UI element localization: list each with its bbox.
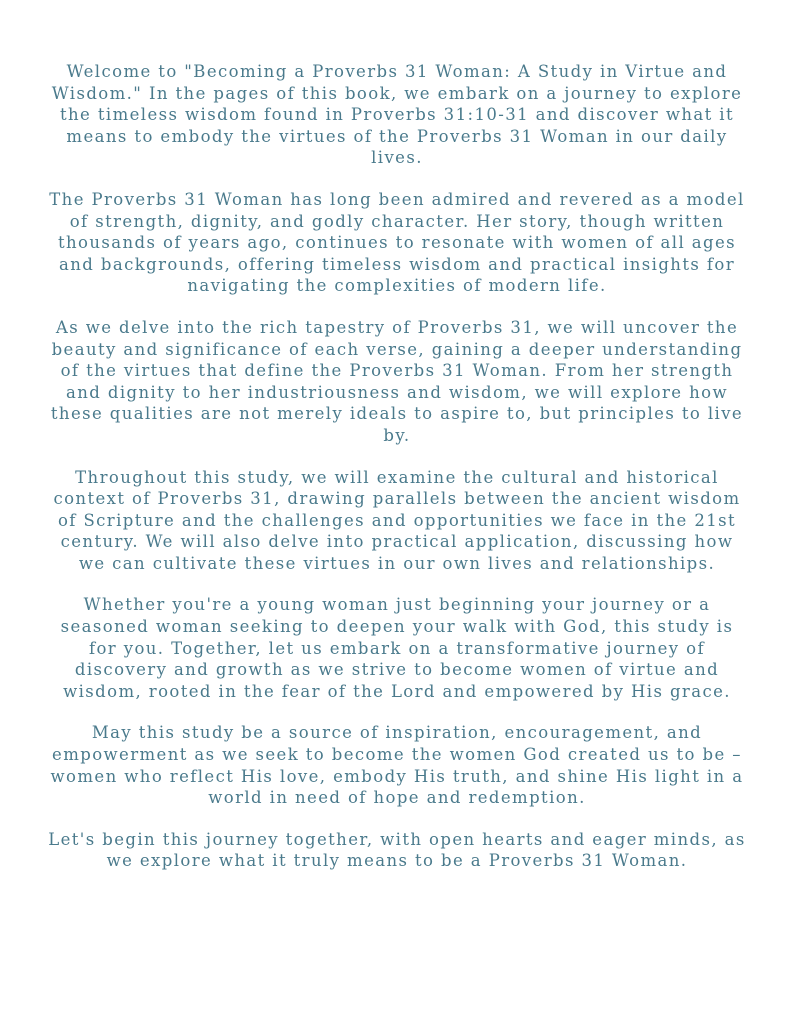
paragraph-cultural-context: Throughout this study, we will examine the cultural and historical context of Proverbs 31, drawing parallels between the ancient wisdom of Scripture and the challenges and opportunities we face in the 21st century. We will also delve into practical application, discussing how we can cultivate these virtues in our own lives and relationships. [53,467,741,573]
paragraph-rich-tapestry: As we delve into the rich tapestry of Proverbs 31, we will uncover the beauty and significance of each verse, gaining a deeper understanding of the virtues that define the Proverbs 31 Woman. From her strength and dignity to her industriousness and wisdom, we will explore how these qualities are not merely ideals to aspire to, but principles to live by. [50,317,744,445]
paragraph-for-you: Whether you're a young woman just beginning your journey or a seasoned woman seeking to deepen your walk with God, this study is for you. Together, let us embark on a transformative journey of discovery and growth as we strive to become women of virtue and wisdom, rooted in the fear of the Lord and empowered by His grace. [60,595,734,701]
paragraph-begin-journey: Let's begin this journey together, with open hearts and eager minds, as we explore what it truly means to be a Proverbs 31 Woman. [48,829,746,871]
paragraph-model-of-strength: The Proverbs 31 Woman has long been admired and revered as a model of strength, dignity, and godly character. Her story, though written thousands of years ago, continues to resonate with women of all ages and backgrounds, offering timeless wisdom and practical insights for navigating the complexities of modern life. [49,189,745,296]
paragraph-inspiration: May this study be a source of inspiration, encouragement, and empowerment as we seek to become the women God created us to be – women who reflect His love, embody His truth, and shine His light in a world in need of hope and redemption. [50,723,744,808]
paragraph-welcome: Welcome to "Becoming a Proverbs 31 Woman: A Study in Virtue and Wisdom." In the pages of this book, we embark on a journey to explore the timeless wisdom found in Proverbs 31:10-31 and discover what it means to embody the virtues of the Proverbs 31 Woman in our daily lives. [51,62,743,168]
